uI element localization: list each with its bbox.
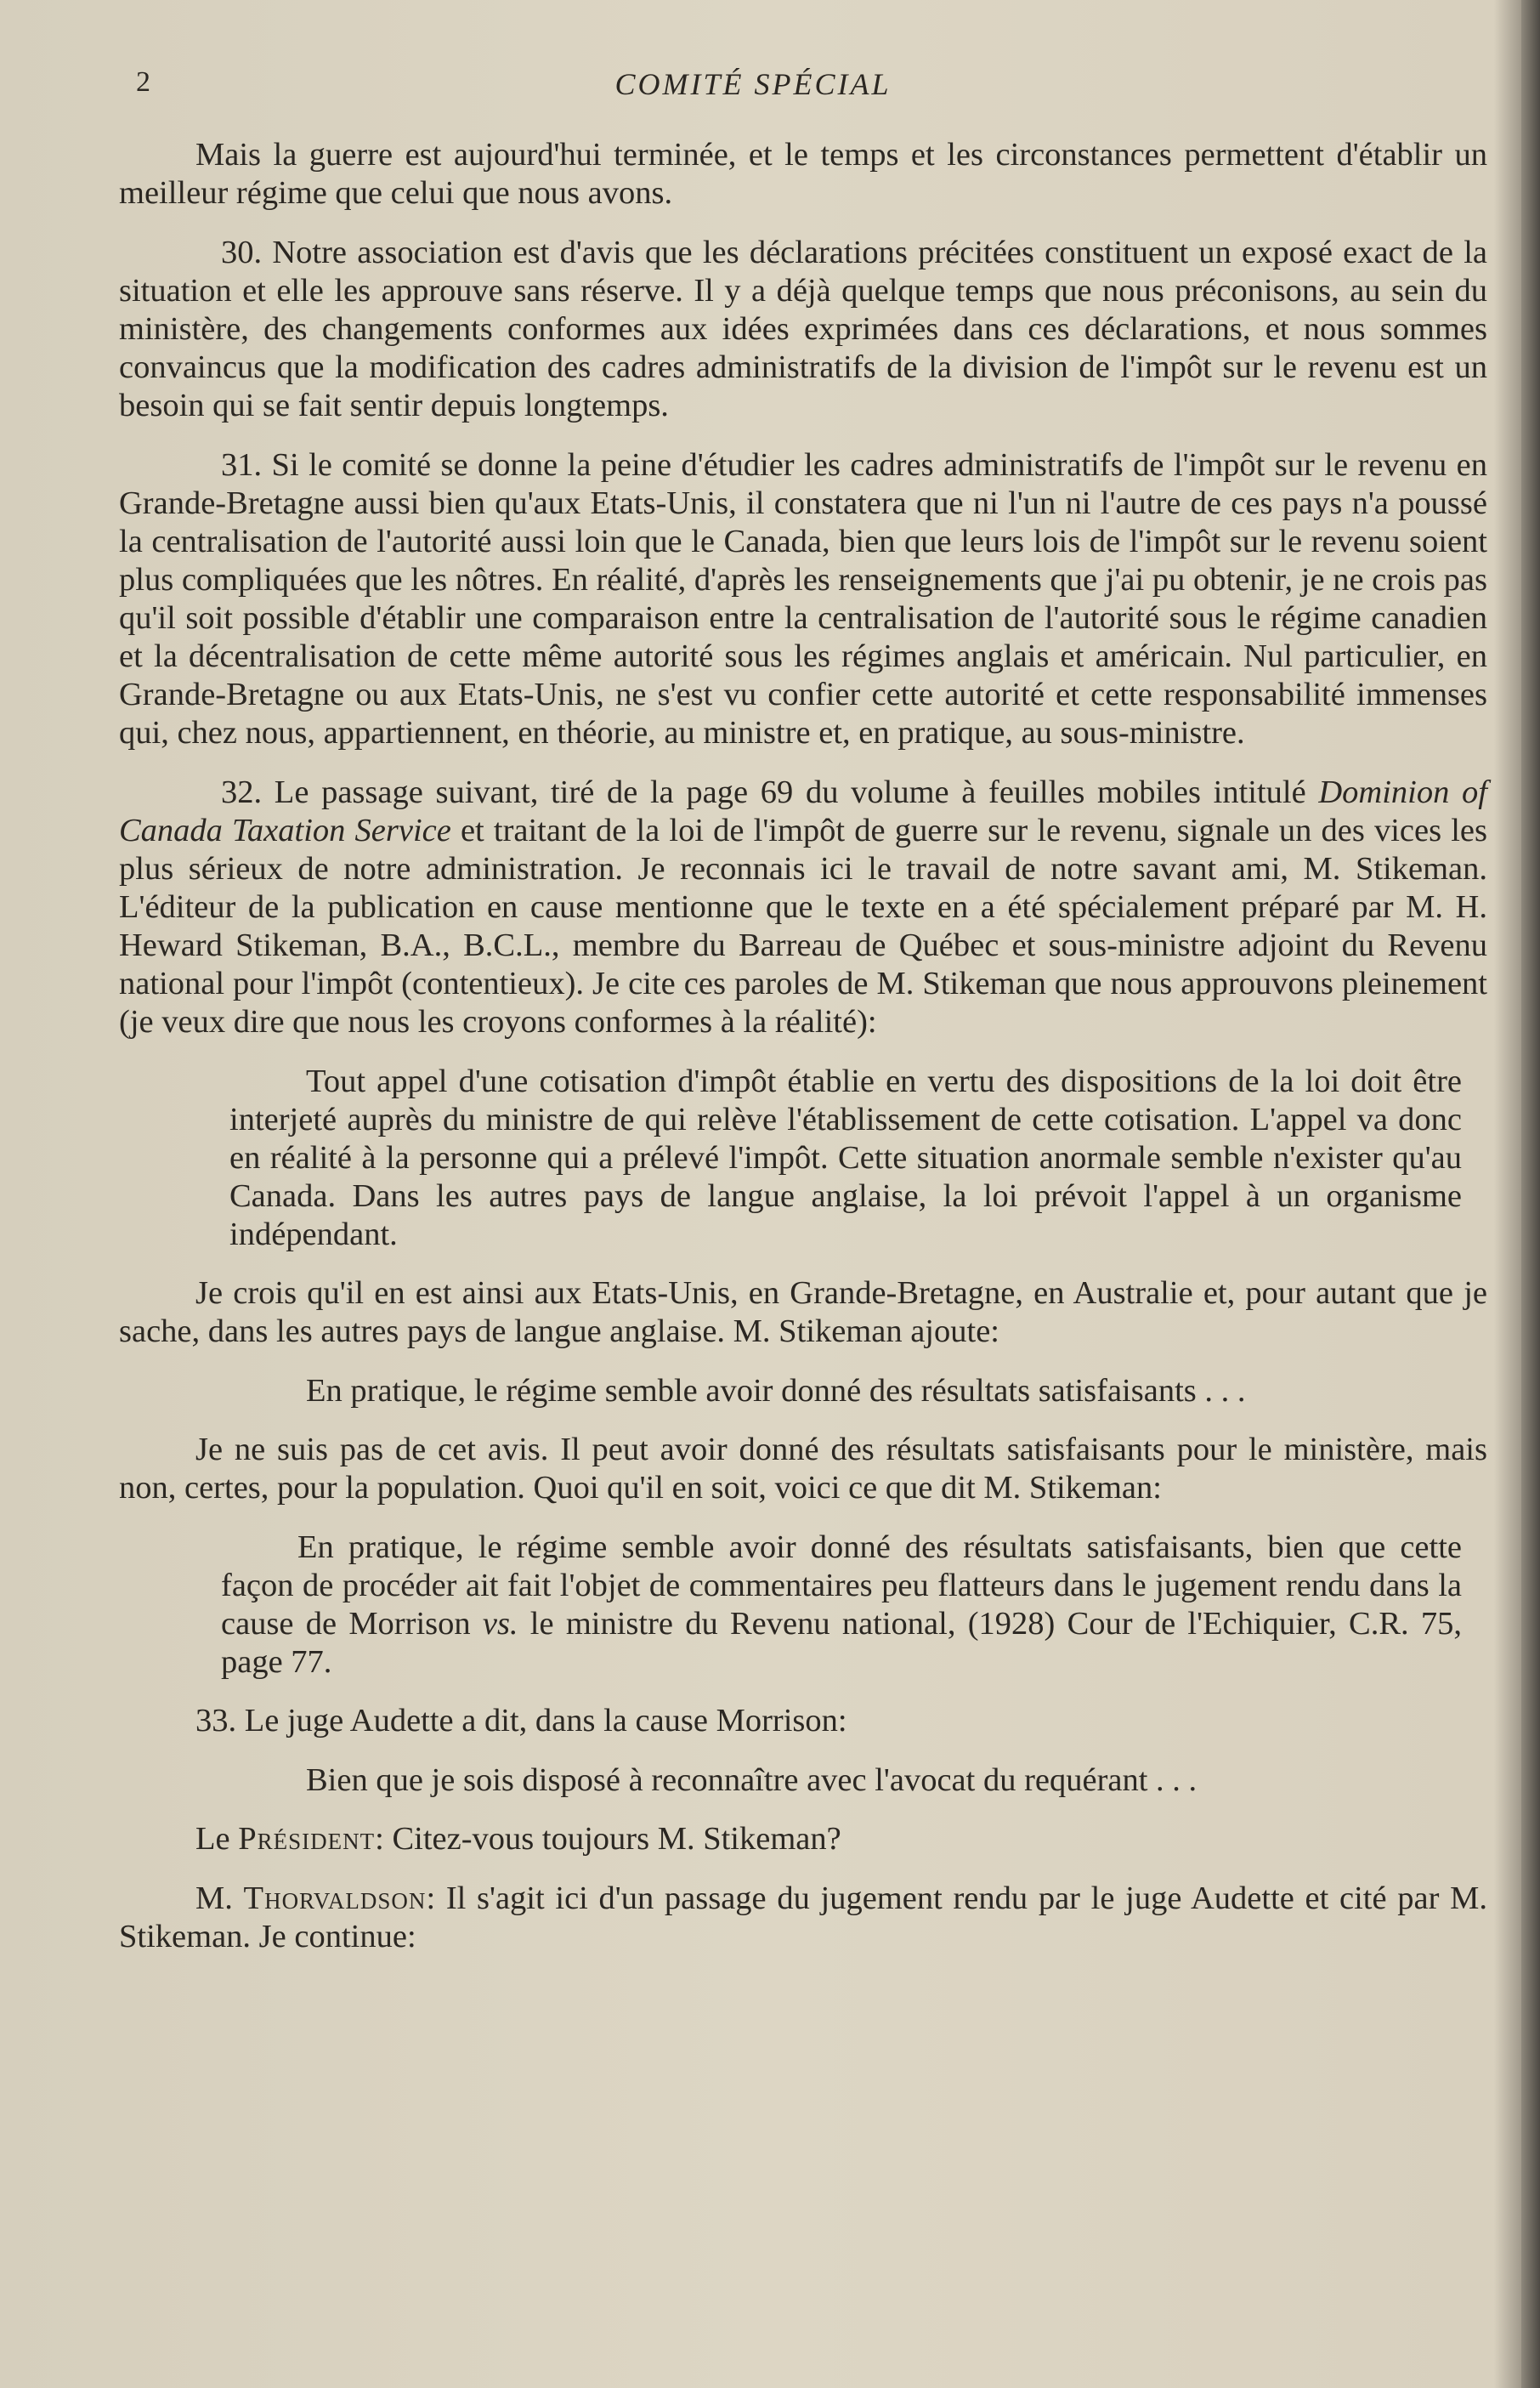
paragraph-intro: Mais la guerre est aujourd'hui terminée, et le temps et les circonstances permettent d'établir un meilleur régime que celui que nous avons.	[119, 137, 1487, 211]
paragraph-32-start: 32. Le passage suivant, tiré de la page 69 du volume à feuilles mobiles intitulé	[221, 774, 1319, 810]
page-body	[119, 136, 1487, 1977]
page-number: 2	[136, 66, 150, 98]
president-prefix: Le	[195, 1821, 239, 1857]
thor-prefix: M.	[195, 1880, 244, 1916]
president-text: : Citez-vous toujours M. Stikeman?	[375, 1821, 841, 1857]
page-header	[136, 66, 1370, 109]
paragraph-32-rest: et traitant de la loi de l'impôt de guerre sur le revenu, signale un des vices les plus sérieux de notre administration. Je reconnais ici le travail de notre savant ami, M. Stikeman. L'éditeur de la publication en cause mentionne que le texte en a été spécialement préparé par M. H. Heward Stikeman, B.A., B.C.L., membre du Barreau de Québec et sous-ministre adjoint du Revenu national pour l'impôt (contentieux). Je cite ces paroles de M. Stikeman que nous approuvons pleinement (je veux dire que nous les croyons conformes à la réalité):	[119, 813, 1487, 1040]
paragraph-je-ne-suis: Je ne suis pas de cet avis. Il peut avoir donné des résultats satisfaisants pour le ministère, mais non, certes, pour la population. Quoi qu'il en soit, voici ce que dit M. Stikeman:	[119, 1432, 1487, 1506]
paragraph-30: 30. Notre association est d'avis que les déclarations précitées constituent un exposé exact de la situation et elle les approuve sans réserve. Il y a déjà quelque temps que nous préconisons, au sein du ministère, des changements conformes aux idées exprimées dans ces déclarations, et nous sommes convaincus que la modification des cadres administratifs de la division de l'impôt sur le revenu est un besoin qui se fait sentir depuis longtemps.	[119, 235, 1487, 423]
running-head: COMITÉ SPÉCIAL	[614, 67, 892, 101]
quote-stikeman-2: En pratique, le régime semble avoir donné des résultats satisfaisants . . .	[306, 1373, 1246, 1409]
paragraph-33: 33. Le juge Audette a dit, dans la cause Morrison:	[195, 1703, 847, 1739]
publication-title: Dominion of Canada Taxation Service	[119, 774, 1487, 848]
speaker-president	[119, 1820, 1487, 1858]
page-binding-edge	[1521, 0, 1540, 2388]
quote-audette: Bien que je sois disposé à reconnaître avec l'avocat du requérant . . .	[306, 1762, 1197, 1798]
thor-name: Thorvaldson	[243, 1880, 427, 1916]
quote-3-rest: le ministre du Revenu national, (1928) Cour de l'Echiquier, C.R. 75, page 77.	[221, 1606, 1462, 1680]
paragraph-31: 31. Si le comité se donne la peine d'étudier les cadres administratifs de l'impôt sur le revenu en Grande-Bretagne aussi bien qu'aux Etats-Unis, il constatera que ni l'un ni l'autre de ces pays n'a poussé la centralisation de l'autorité aussi loin que le Canada, bien que leurs lois de l'impôt sur le revenu soient plus compliquées que les nôtres. En réalité, d'après les renseignements que j'ai pu obtenir, je ne crois pas qu'il soit possible d'établir une comparaison entre la centralisation de l'autorité sous le régime canadien et la décentralisation de cette même autorité sous les régimes anglais et américain. Nul particulier, en Grande-Bretagne ou aux Etats-Unis, ne s'est vu confier cette autorité et cette responsabilité immenses qui, chez nous, appartiennent, en théorie, au ministre et, en pratique, au sous-ministre.	[119, 447, 1487, 751]
speaker-thorvaldson	[119, 1880, 1487, 1956]
quote-3-start: En pratique, le régime semble avoir donné des résultats satisfaisants, bien que cette façon de procéder ait fait l'objet de commentaires peu flatteurs dans le jugement rendu dans la cause de Morrison	[221, 1529, 1462, 1642]
thor-text: : Il s'agit ici d'un passage du jugement rendu par le juge Audette et cité par M. Stikeman. Je continue:	[119, 1880, 1487, 1954]
paragraph-je-crois: Je crois qu'il en est ainsi aux Etats-Unis, en Grande-Bretagne, en Australie et, pour autant que je sache, dans les autres pays de langue anglaise. M. Stikeman ajoute:	[119, 1275, 1487, 1349]
quote-stikeman-3	[221, 1529, 1462, 1682]
quote-stikeman-1: Tout appel d'une cotisation d'impôt établie en vertu des dispositions de la loi doit être interjeté auprès du ministre de qui relève l'établissement de cette cotisation. L'appel va donc en réalité à la personne qui a prélevé l'impôt. Cette situation anormale semble n'exister qu'au Canada. Dans les autres pays de langue anglaise, la loi prévoit l'appel à un organisme indépendant.	[229, 1064, 1462, 1252]
president-name: Président	[238, 1821, 376, 1857]
paragraph-32	[119, 774, 1487, 1041]
quote-3-vs: vs.	[482, 1606, 518, 1642]
